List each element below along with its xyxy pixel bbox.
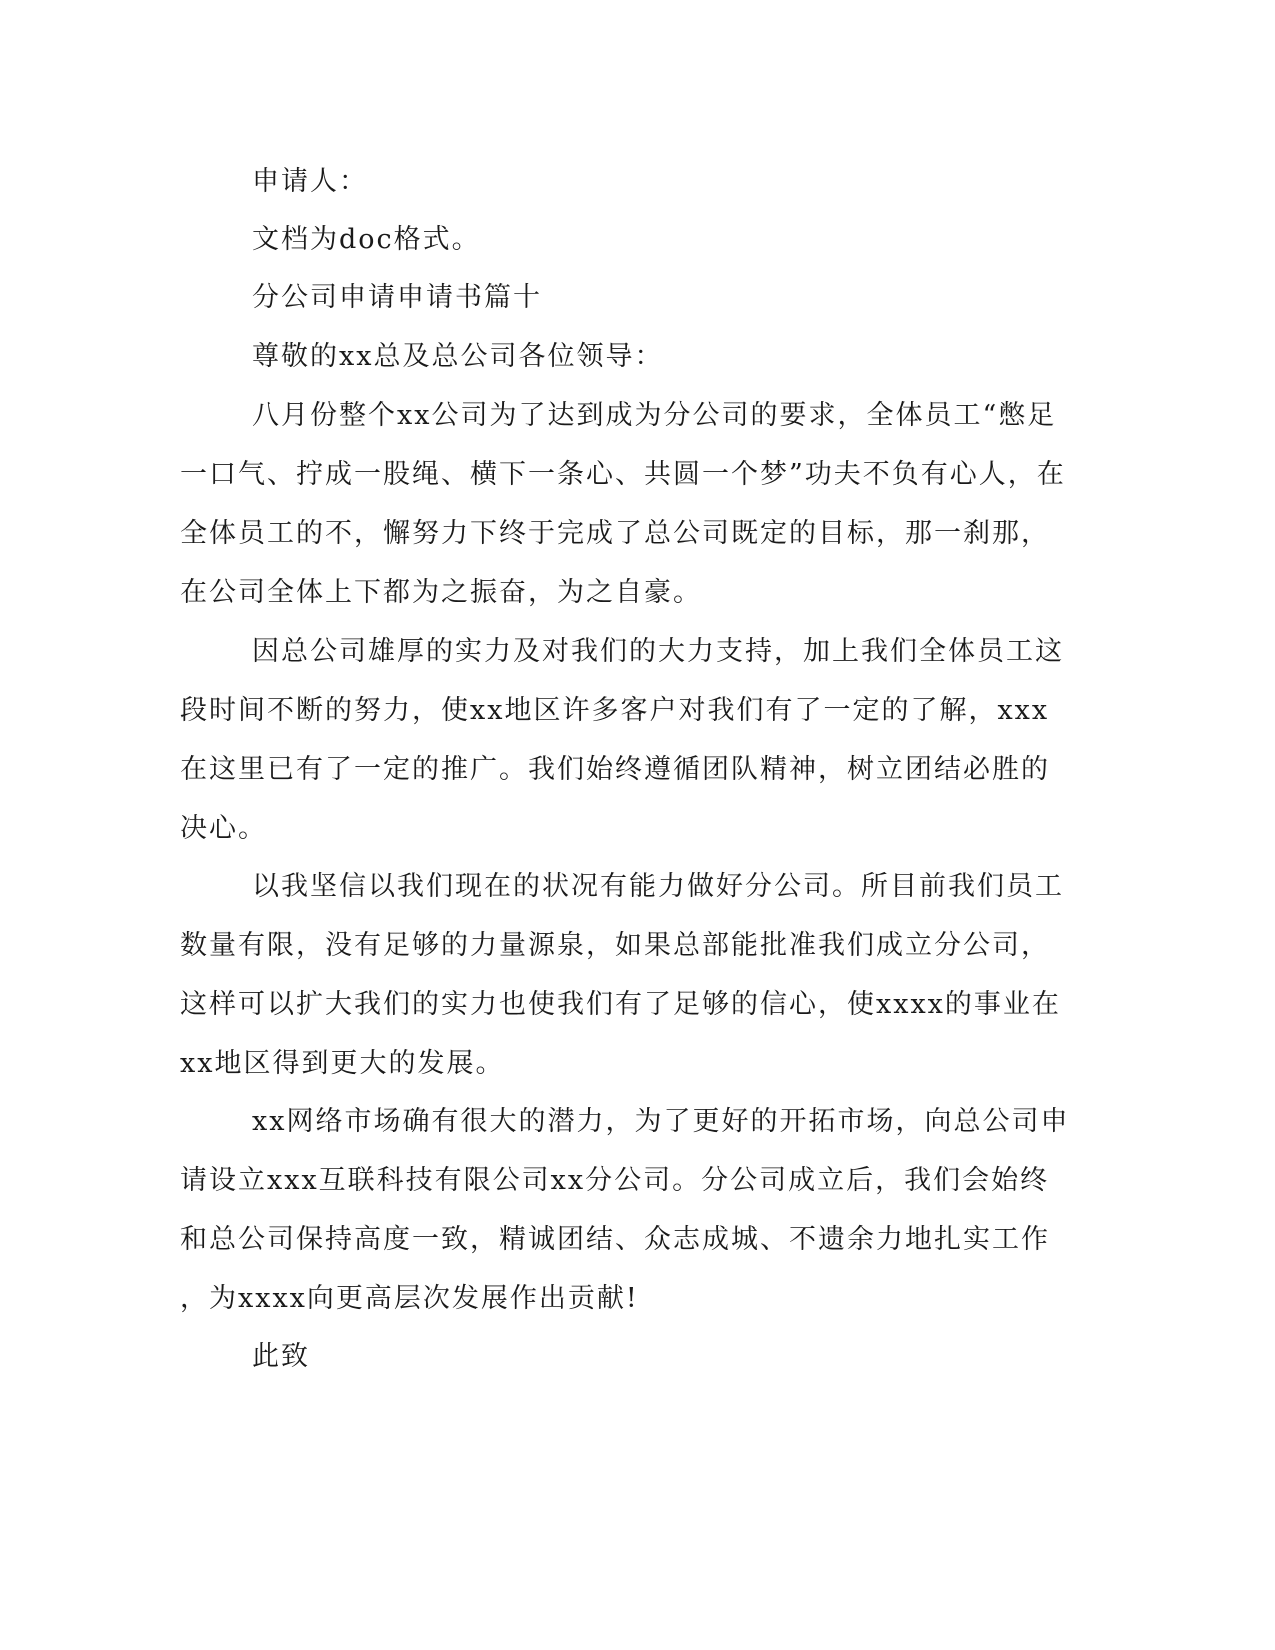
paragraph-2: [180, 622, 1064, 858]
paragraph-line: 数量有限，没有足够的力量源泉，如果总部能批准我们成立分公司，: [180, 930, 1050, 961]
paragraph-line: 请设立xxx互联科技有限公司xx分公司。分公司成立后，我们会始终: [180, 1165, 1050, 1196]
paragraph-line: 在公司全体上下都为之振奋，为之自豪。: [180, 577, 702, 608]
paragraph-line: 这样可以扩大我们的实力也使我们有了足够的信心，使xxxx的事业在: [180, 989, 1061, 1020]
paragraph-3: [180, 857, 1064, 1093]
paragraph-line: 决心。: [180, 813, 267, 844]
format-note: 文档为doc格式。: [252, 224, 481, 255]
paragraph-line: 和总公司保持高度一致，精诚团结、众志成城、不遗余力地扎实工作: [180, 1224, 1050, 1255]
paragraph-line: 以我坚信以我们现在的状况有能力做好分公司。所目前我们员工: [252, 871, 1064, 902]
paragraph-4: [180, 1092, 1070, 1328]
salutation: 尊敬的xx总及总公司各位领导：: [252, 341, 664, 372]
paragraph-line: 因总公司雄厚的实力及对我们的大力支持，加上我们全体员工这: [252, 636, 1064, 667]
paragraph-line: xx地区得到更大的发展。: [180, 1048, 505, 1079]
paragraph-line: 全体员工的不，懈努力下终于完成了总公司既定的目标，那一刹那，: [180, 518, 1050, 549]
paragraph-line: 一口气、拧成一股绳、横下一条心、共圆一个梦”功夫不负有心人，在: [180, 459, 1066, 490]
paragraph-line: ，为xxxx向更高层次发展作出贡献!: [180, 1283, 639, 1314]
paragraph-line: 八月份整个xx公司为了达到成为分公司的要求，全体员工“憋足: [252, 400, 1057, 431]
paragraph-line: xx网络市场确有很大的潜力，为了更好的开拓市场，向总公司申: [252, 1106, 1070, 1137]
paragraph-line: 在这里已有了一定的推广。我们始终遵循团队精神，树立团结必胜的: [180, 754, 1050, 785]
closing: 此致: [252, 1341, 310, 1372]
paragraph-line: 段时间不断的努力，使xx地区许多客户对我们有了一定的了解，xxx: [180, 695, 1050, 726]
paragraph-1: [180, 386, 1066, 622]
applicant-label: 申请人：: [252, 166, 368, 197]
section-title: 分公司申请申请书篇十: [252, 282, 542, 313]
